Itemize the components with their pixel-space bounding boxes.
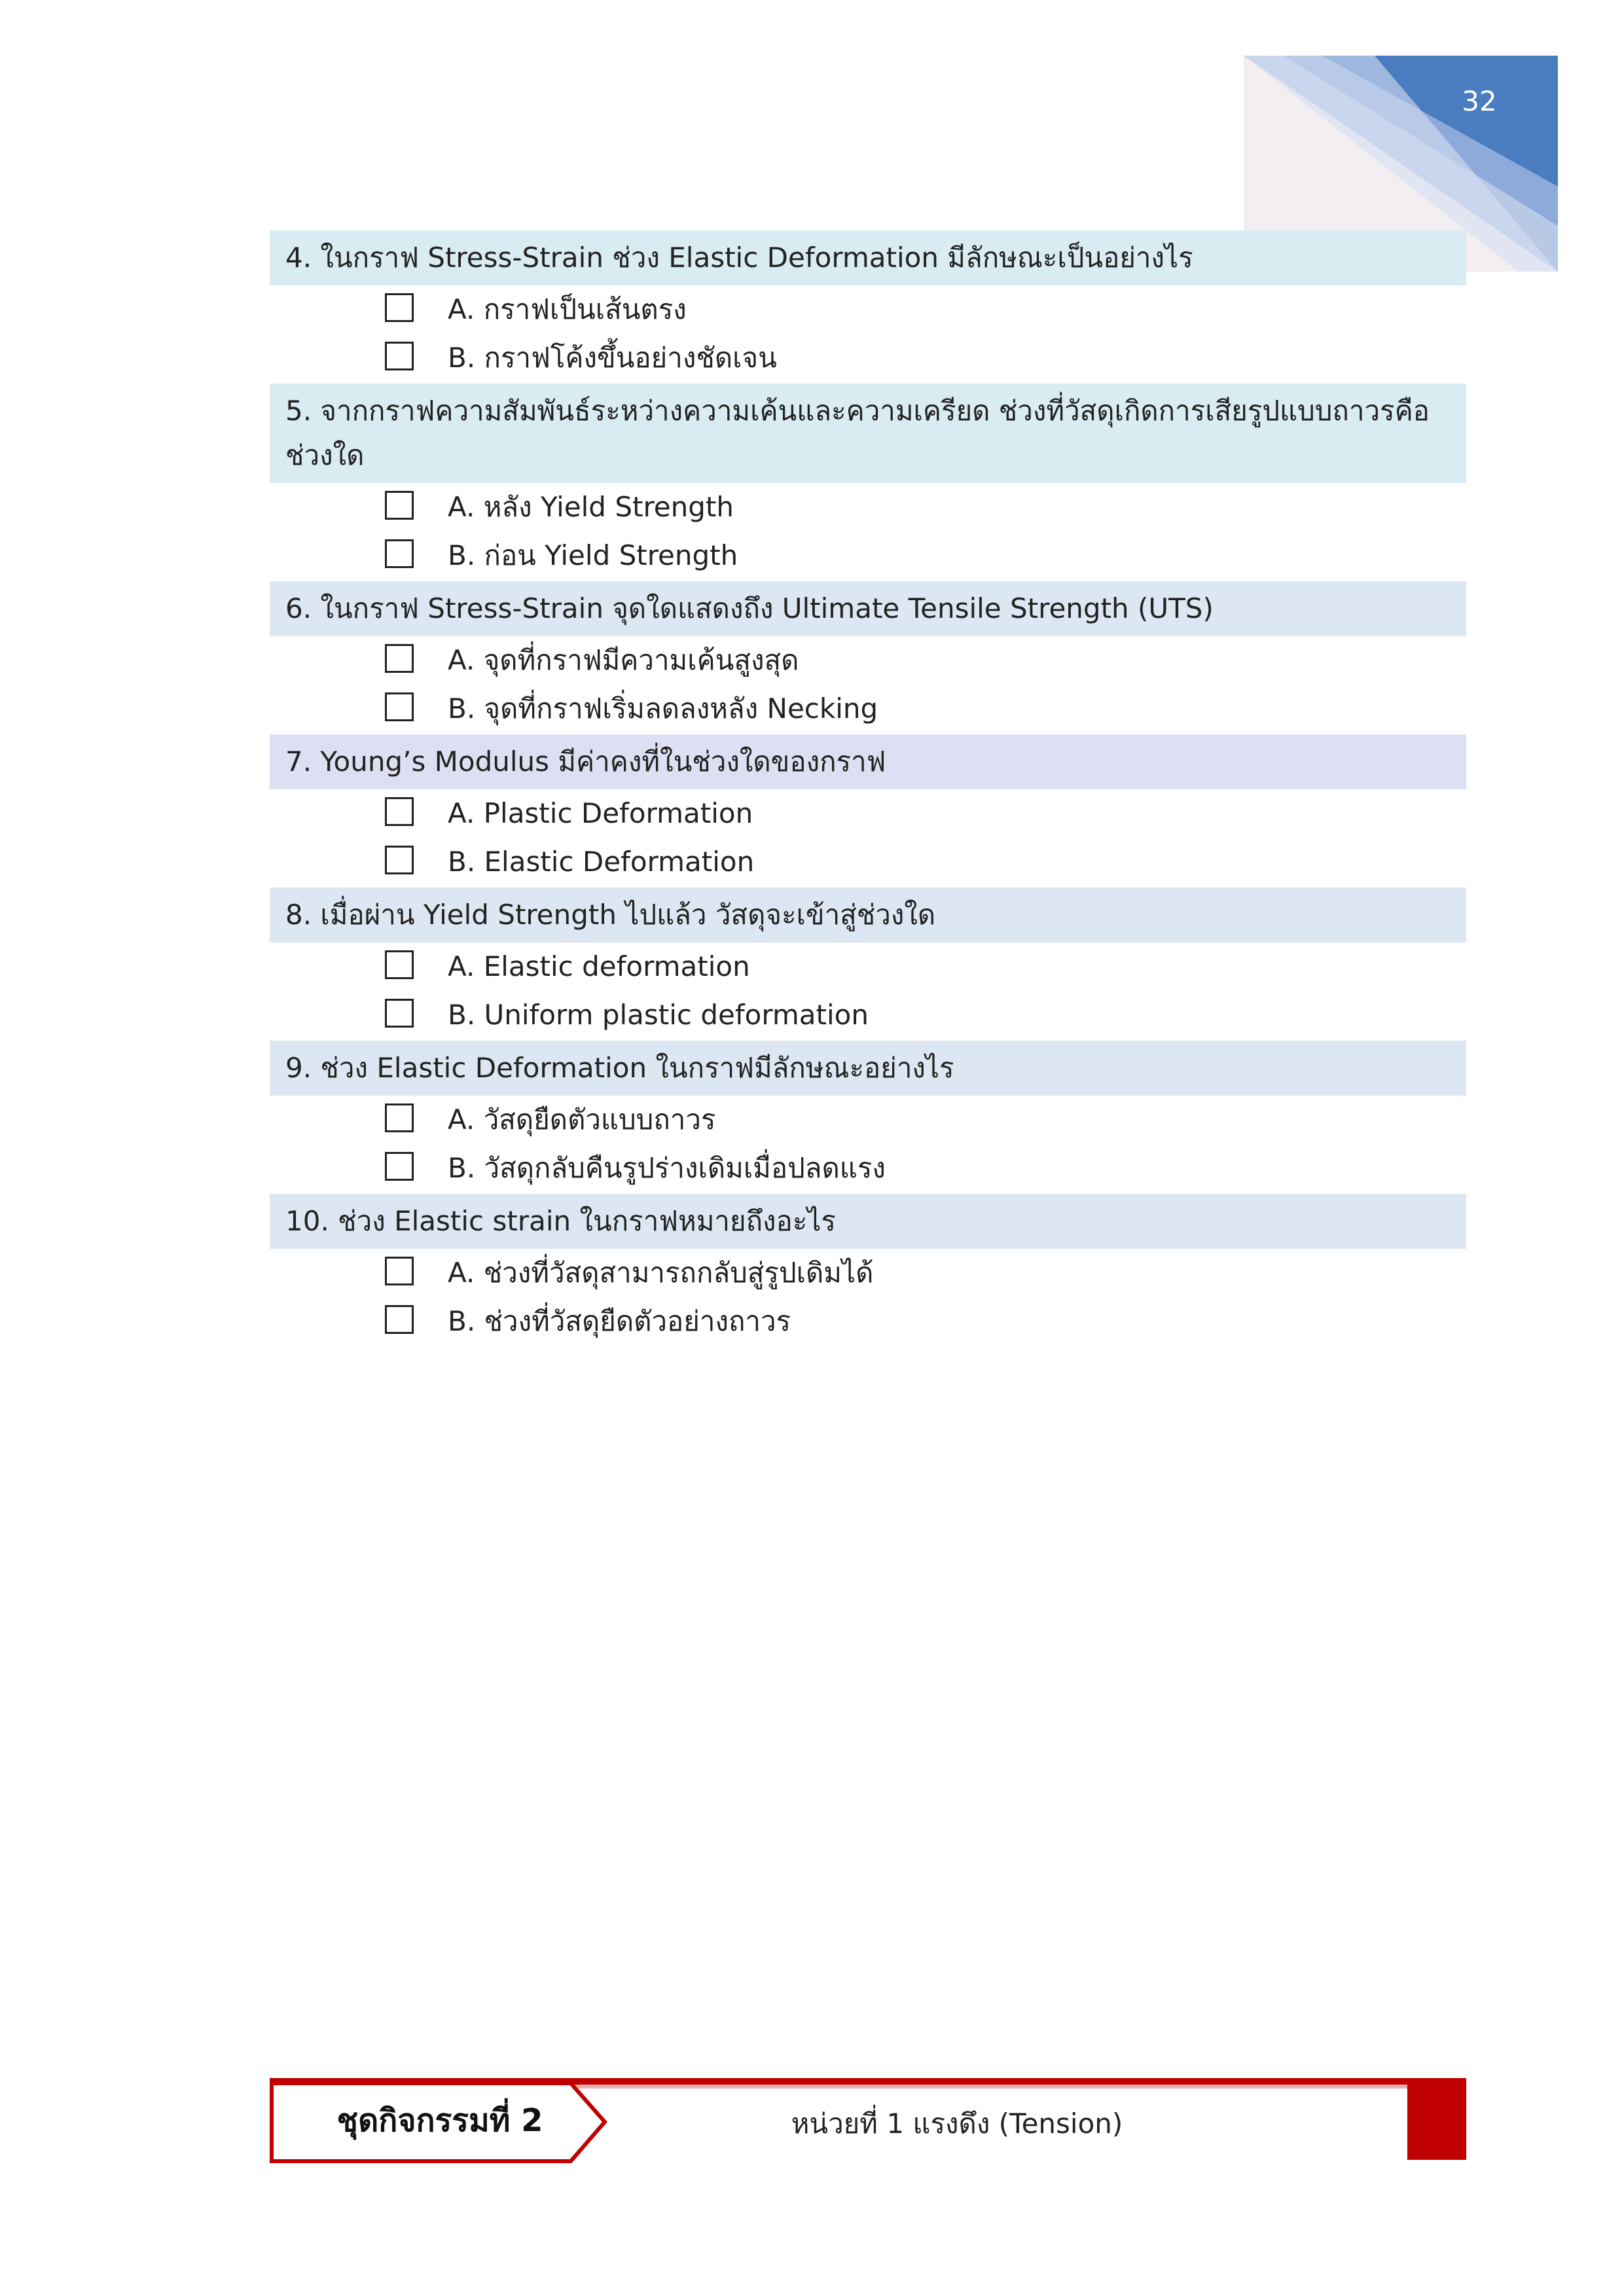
option-7a[interactable] [270, 789, 1466, 838]
footer-red-block [1407, 2081, 1466, 2160]
option-4a[interactable] [270, 285, 1466, 334]
question-5: 5. จากกราฟความสัมพันธ์ระหว่างความเค้นและความเครียด ช่วงที่วัสดุเกิดการเสียรูปแบบถาวรคือช่วงใด [270, 384, 1466, 483]
option-9a[interactable] [270, 1096, 1466, 1144]
option-8b[interactable] [270, 991, 1466, 1039]
option-label: A. Elastic deformation [448, 950, 750, 982]
option-label: B. ช่วงที่วัสดุยืดตัวอย่างถาวร [448, 1305, 791, 1337]
option-6b[interactable] [270, 685, 1466, 733]
option-label: A. กราฟเป็นเส้นตรง [448, 293, 687, 325]
option-5b[interactable] [270, 531, 1466, 580]
option-7b[interactable] [270, 838, 1466, 886]
option-10a[interactable] [270, 1249, 1466, 1297]
question-8: 8. เมื่อผ่าน Yield Strength ไปแล้ว วัสดุจะเข้าสู่ช่วงใด [270, 888, 1466, 942]
option-label: A. ช่วงที่วัสดุสามารถกลับสู่รูปเดิมได้ [448, 1257, 874, 1289]
checkbox[interactable] [385, 1257, 414, 1285]
option-label: B. กราฟโค้งขึ้นอย่างชัดเจน [448, 342, 777, 374]
option-label: B. Elastic Deformation [448, 846, 755, 878]
question-list [270, 229, 1466, 1346]
checkbox[interactable] [385, 1152, 414, 1181]
option-10b[interactable] [270, 1297, 1466, 1346]
question-9: 9. ช่วง Elastic Deformation ในกราฟมีลักษณะอย่างไร [270, 1041, 1466, 1096]
page-footer [270, 2078, 1466, 2163]
checkbox[interactable] [385, 950, 414, 979]
option-5a[interactable] [270, 483, 1466, 531]
checkbox[interactable] [385, 692, 414, 721]
activity-label: ชุดกิจกรรมที่ 2 [336, 2102, 543, 2139]
option-label: B. จุดที่กราฟเริ่มลดลงหลัง Necking [448, 692, 878, 725]
option-4b[interactable] [270, 334, 1466, 382]
checkbox[interactable] [385, 293, 414, 322]
option-label: B. Uniform plastic deformation [448, 999, 869, 1031]
option-label: A. วัสดุยืดตัวแบบถาวร [448, 1103, 716, 1136]
checkbox[interactable] [385, 342, 414, 370]
checkbox[interactable] [385, 797, 414, 826]
option-label: A. หลัง Yield Strength [448, 491, 734, 523]
question-6: 6. ในกราฟ Stress-Strain จุดใดแสดงถึง Ultimate Tensile Strength (UTS) [270, 581, 1466, 636]
checkbox[interactable] [385, 644, 414, 673]
option-label: B. ก่อน Yield Strength [448, 539, 738, 571]
checkbox[interactable] [385, 1103, 414, 1132]
checkbox[interactable] [385, 999, 414, 1028]
unit-label: หน่วยที่ 1 แรงดึง (Tension) [791, 2108, 1123, 2140]
checkbox[interactable] [385, 539, 414, 568]
option-9b[interactable] [270, 1144, 1466, 1193]
page-number: 32 [1462, 85, 1497, 117]
option-6a[interactable] [270, 636, 1466, 685]
checkbox[interactable] [385, 1305, 414, 1334]
option-label: A. จุดที่กราฟมีความเค้นสูงสุด [448, 644, 799, 676]
checkbox[interactable] [385, 846, 414, 874]
option-label: B. วัสดุกลับคืนรูปร่างเดิมเมื่อปลดแรง [448, 1152, 886, 1184]
question-10: 10. ช่วง Elastic strain ในกราฟหมายถึงอะไร [270, 1194, 1466, 1249]
question-4: 4. ในกราฟ Stress-Strain ช่วง Elastic Deformation มีลักษณะเป็นอย่างไร [270, 230, 1466, 285]
option-label: A. Plastic Deformation [448, 797, 753, 829]
checkbox[interactable] [385, 491, 414, 520]
option-8a[interactable] [270, 942, 1466, 991]
question-7: 7. Young’s Modulus มีค่าคงที่ในช่วงใดของกราฟ [270, 734, 1466, 789]
